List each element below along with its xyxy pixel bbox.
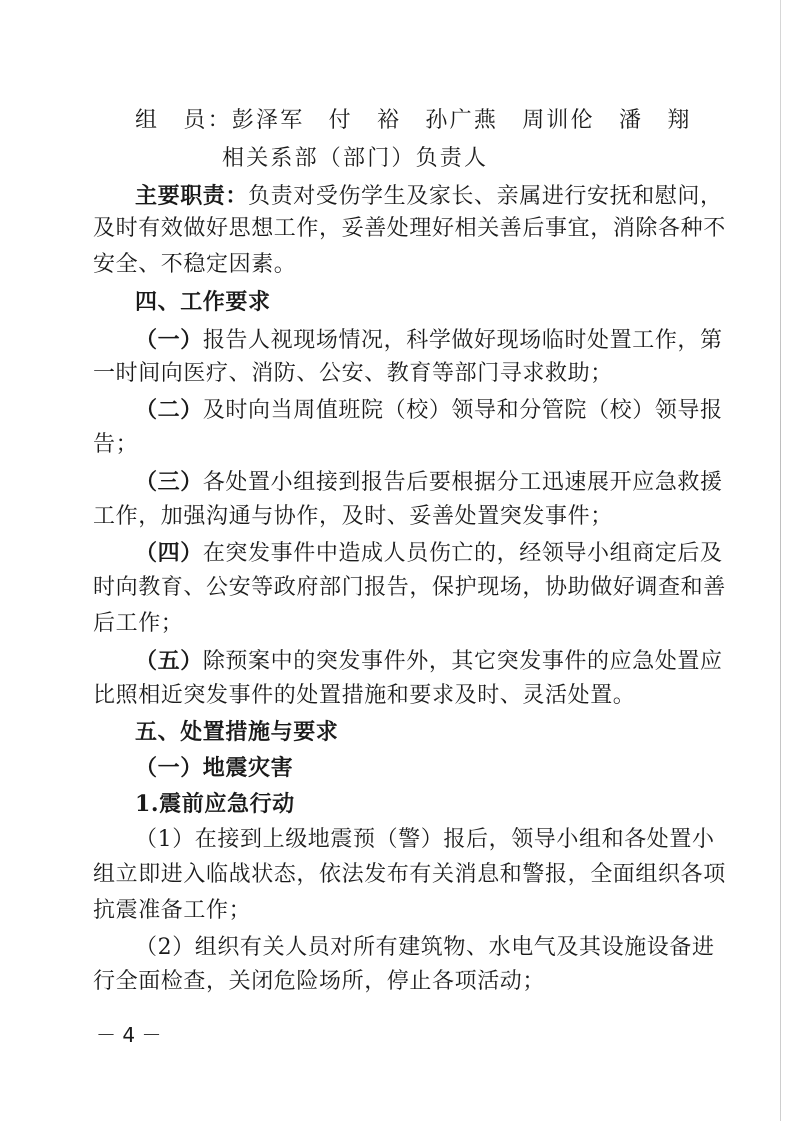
section-4-item-5-label: （五） (135, 648, 203, 674)
section-5-sub-heading: （一）地震灾害 (135, 755, 294, 781)
section-5-item-2-line-1: （2）组织有关人员对所有建筑物、水电气及其设施设备进 (135, 935, 715, 960)
section-4-item-5-line-2: 比照相近突发事件的处置措施和要求及时、灵活处置。 (93, 683, 636, 708)
duties-line-2: 及时有效做好思想工作，妥善处理好相关善后事宜，消除各种不 (93, 216, 726, 241)
section-4-item-4-label: （四） (135, 540, 203, 566)
section-4-item-2-text-1: 及时向当周值班院（校）领导和分管院（校）领导报 (202, 398, 723, 423)
section-4-item-2-line-2: 告； (93, 432, 139, 457)
section-5-item-2-line-2: 行全面检查，关闭危险场所，停止各项活动； (93, 969, 546, 994)
section-5-heading: 五、处置措施与要求 (135, 719, 339, 745)
section-4-item-4-line-3: 后工作； (93, 611, 184, 636)
section-4-item-5-line-1 (135, 646, 755, 677)
section-4-item-1-text-1: 报告人视现场情况，科学做好现场临时处置工作，第 (202, 328, 723, 353)
section-5-item-1-line-2: 组立即进入临战状态，依法发布有关消息和警报，全面组织各项 (93, 862, 726, 887)
members-line (135, 106, 755, 136)
section-4-item-3-line-1 (135, 467, 755, 498)
duties-line-3: 安全、不稳定因素。 (93, 252, 297, 277)
section-5-item-1-line-1: （1）在接到上级地震预（警）报后，领导小组和各处置小 (135, 827, 715, 852)
duties-label: 主要职责： (135, 183, 249, 209)
members-names: 彭泽军 付 裕 孙广燕 周训伦 潘 翔 (231, 108, 692, 133)
section-4-item-4-line-1 (135, 538, 755, 569)
section-4-item-3-line-2: 工作，加强沟通与协作，及时、妥善处置突发事件； (93, 504, 613, 529)
section-4-heading: 四、工作要求 (135, 289, 271, 315)
section-4-item-1-line-2: 一时间向医疗、消防、公安、教育等部门寻求救助； (93, 361, 613, 386)
section-4-item-3-label: （三） (135, 469, 203, 495)
duties-line-1 (135, 181, 755, 212)
members-line-2: 相关系部（部门）负责人 (222, 146, 489, 171)
section-4-item-5-text-1: 除预案中的突发事件外，其它突发事件的应急处置应 (202, 649, 723, 674)
section-4-item-1-line-1 (135, 325, 755, 356)
section-5-item-1-line-3: 抗震准备工作； (93, 898, 252, 923)
section-4-item-4-line-2: 时向教育、公安等政府部门报告，保护现场，协助做好调查和善 (93, 575, 726, 600)
section-4-item-4-text-1: 在突发事件中造成人员伤亡的，经领导小组商定后及 (202, 541, 723, 566)
page-number: － 4 － (96, 1023, 162, 1047)
members-label: 组 员： (135, 108, 232, 133)
section-5-sub-sub-heading: 1.震前应急行动 (135, 791, 295, 817)
section-4-item-1-label: （一） (135, 327, 203, 353)
section-4-item-2-label: （二） (135, 397, 203, 423)
section-4-item-3-text-1: 各处置小组接到报告后要根据分工迅速展开应急救援 (202, 470, 723, 495)
duties-text-1: 负责对受伤学生及家长、亲属进行安抚和慰问， (248, 184, 723, 209)
section-4-item-2-line-1 (135, 395, 755, 426)
